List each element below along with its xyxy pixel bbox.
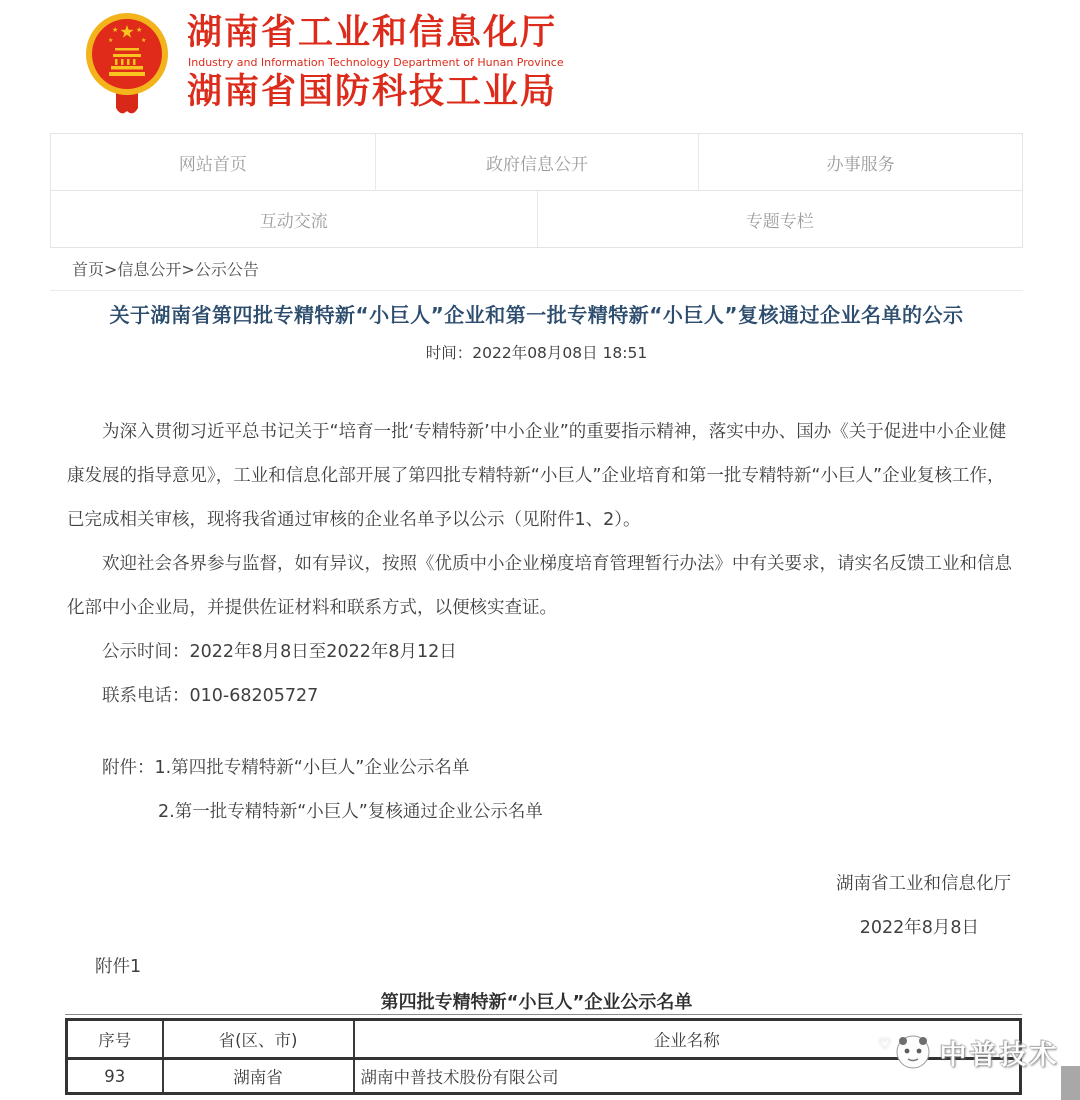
scrollbar-fragment bbox=[1061, 1066, 1080, 1100]
signature-org: 湖南省工业和信息化厅 bbox=[836, 874, 1011, 894]
cell-serial-no: 93 bbox=[104, 1066, 126, 1086]
nav-item-home[interactable]: 网站首页 bbox=[178, 154, 247, 175]
breadcrumb[interactable]: 首页>信息公开>公示公告 bbox=[72, 260, 259, 279]
site-masthead bbox=[0, 0, 1080, 130]
nav-item-gov-info[interactable]: 政府信息公开 bbox=[375, 134, 699, 190]
attachment-line-1: 附件：1.第四批专精特新“小巨人”企业公示名单 bbox=[102, 758, 470, 778]
attachment1-table-title: 第四批专精特新“小巨人”企业公示名单 bbox=[380, 992, 693, 1013]
table-header-row bbox=[67, 1020, 1021, 1059]
nav-item-special-columns[interactable]: 专题专栏 bbox=[537, 191, 1023, 247]
header-serial-no: 序号 bbox=[67, 1020, 163, 1059]
public-period: 公示时间：2022年8月8日至2022年8月12日 bbox=[102, 642, 457, 662]
contact-phone: 联系电话：010-68205727 bbox=[102, 686, 319, 706]
org-name-english: Industry and Information Technology Department of Hunan Province bbox=[188, 56, 564, 69]
header-company-name: 企业名称 bbox=[354, 1020, 1021, 1059]
paragraph-1: 为深入贯彻习近平总书记关于“培育一批‘专精特新’中小企业”的重要指示精神，落实中办、国办《关于促进中小企业健康发展的指导意见》，工业和信息化部开展了第四批专精特新“小巨人”企业培育和第一批专精特新“小巨人”企业复核工作，已完成相关审核，现将我省通过审核的企业名单予以公示（见附件1、2）。 bbox=[67, 422, 1007, 530]
nav-item-services[interactable]: 办事服务 bbox=[698, 134, 1022, 190]
cell-company: 湖南中普技术股份有限公司 bbox=[354, 1059, 1021, 1094]
article-body bbox=[67, 410, 1013, 950]
svg-text:★: ★ bbox=[136, 26, 143, 34]
cell-province: 湖南省 bbox=[163, 1059, 354, 1094]
watermark-text: 中普技术 bbox=[939, 1039, 1060, 1071]
company-table bbox=[65, 1014, 1022, 1095]
article-timestamp: 时间：2022年08月08日 18:51 bbox=[425, 344, 648, 362]
table-row bbox=[67, 1059, 1021, 1094]
org-name-2: 湖南省国防科技工业局 bbox=[187, 72, 558, 112]
paragraph-2: 欢迎社会各界参与监督，如有异议，按照《优质中小企业梯度培育管理暂行办法》中有关要求，请实名反馈工业和信息化部中小企业局，并提供佐证材料和联系方式，以便核实查证。 bbox=[67, 554, 1012, 618]
divider-line bbox=[50, 290, 1023, 291]
national-emblem-logo bbox=[84, 6, 170, 120]
signature-date: 2022年8月8日 bbox=[859, 918, 979, 938]
attachment-line-2: 2.第一批专精特新“小巨人”复核通过企业公示名单 bbox=[158, 802, 543, 822]
header-province: 省(区、市) bbox=[163, 1020, 354, 1059]
article-title: 关于湖南省第四批专精特新“小巨人”企业和第一批专精特新“小巨人”复核通过企业名单的公示 bbox=[109, 303, 964, 327]
nav-item-interaction[interactable]: 互动交流 bbox=[259, 211, 328, 232]
svg-text:★: ★ bbox=[112, 26, 119, 34]
attachment1-label: 附件1 bbox=[95, 957, 142, 977]
svg-text:★: ★ bbox=[108, 37, 114, 44]
svg-text:★: ★ bbox=[141, 37, 147, 44]
main-navigation bbox=[50, 133, 1023, 248]
heart-icon: ♡ bbox=[878, 1035, 892, 1053]
org-name-1: 湖南省工业和信息化厅 bbox=[187, 13, 558, 53]
